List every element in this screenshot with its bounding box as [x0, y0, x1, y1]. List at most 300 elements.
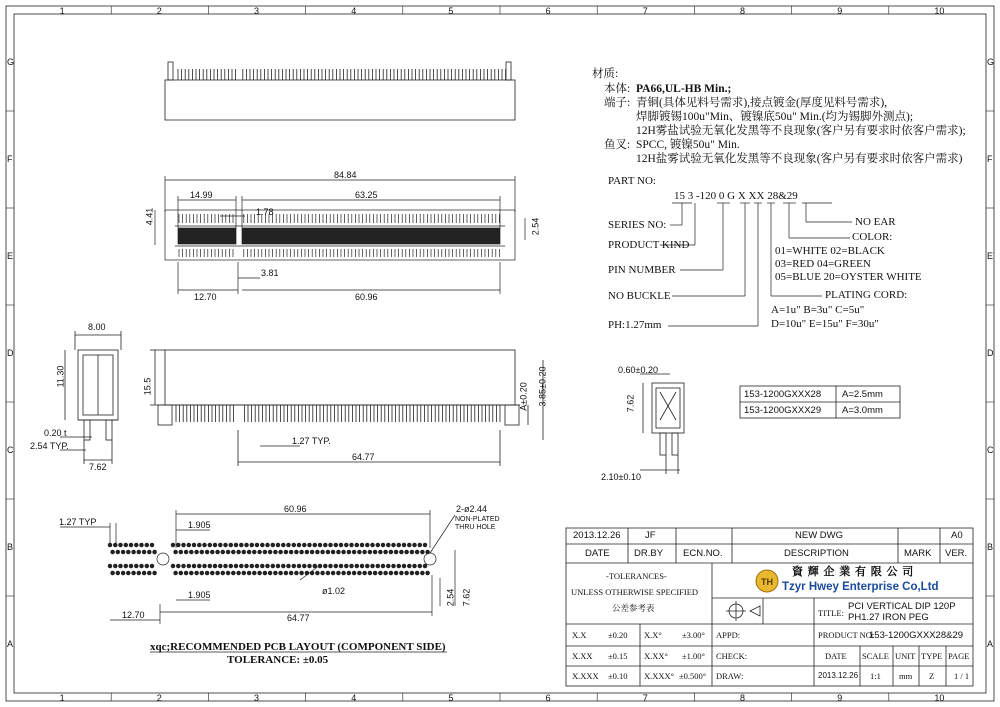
- pcb-pin-hole: [203, 543, 207, 547]
- column-label-bottom: 8: [740, 693, 746, 703]
- pcb-pin-hole: [184, 550, 188, 554]
- dim-pcb-hole-note2: THRU HOLE: [455, 524, 496, 531]
- pcb-pin-hole: [276, 543, 280, 547]
- dim-pcb-1270: 12.70: [122, 610, 145, 620]
- tb-tol-row2-c: X.XX°: [644, 651, 668, 661]
- pcb-pin-hole: [187, 564, 191, 568]
- pcb-pin-hole: [137, 550, 141, 554]
- pcb-pin-hole: [231, 550, 235, 554]
- pcb-pin-hole: [384, 571, 388, 575]
- front-view: [150, 350, 543, 466]
- pcb-pin-hole: [295, 550, 299, 554]
- dim-top-a: 14.99: [190, 190, 213, 200]
- tb-h-drby: DR.BY: [634, 548, 664, 559]
- pcb-pin-hole: [331, 550, 335, 554]
- tb-title-line2: PH1.27 IRON PEG: [848, 612, 929, 623]
- dim-top-381: 3.81: [261, 268, 279, 278]
- column-label-bottom: 1: [59, 693, 65, 703]
- pcb-pin-hole: [237, 550, 241, 554]
- pcb-pin-hole: [323, 543, 327, 547]
- pcb-pin-hole: [266, 543, 270, 547]
- pcb-pin-hole: [234, 543, 238, 547]
- pcb-pin-hole: [392, 564, 396, 568]
- pcb-pin-hole: [386, 543, 390, 547]
- pcb-pin-hole: [192, 543, 196, 547]
- tb-v-page: 1 / 1: [954, 671, 970, 681]
- pcb-pin-hole: [415, 550, 419, 554]
- pcb-pin-hole: [137, 571, 141, 575]
- pcb-pin-hole: [287, 543, 291, 547]
- row-label-right: G: [987, 56, 995, 67]
- tb-rev-date: 2013.12.26: [573, 530, 621, 541]
- pcb-pin-hole: [426, 571, 430, 575]
- tb-tol-row3-e: DRAW:: [716, 671, 744, 681]
- pcb-pin-hole: [242, 571, 246, 575]
- tb-tol-cn: 公差参考表: [612, 603, 655, 613]
- pcb-pin-hole: [350, 564, 354, 568]
- pcb-pin-hole: [376, 564, 380, 568]
- dim-pcb-254: 2.54: [445, 588, 456, 607]
- pcb-pin-hole: [379, 550, 383, 554]
- tb-tol-row1-a: X.X: [572, 630, 587, 640]
- row-label-left: E: [7, 250, 14, 261]
- pcb-pin-hole: [329, 543, 333, 547]
- pcb-caption: xqc;RECOMMENDED PCB LAYOUT (COMPONENT SIDE): [150, 641, 446, 653]
- company-logo: [756, 570, 778, 592]
- pcb-pin-hole: [205, 571, 209, 575]
- row-label-right: F: [987, 153, 993, 164]
- pcb-pin-hole: [342, 550, 346, 554]
- pcb-pin-hole: [134, 543, 138, 547]
- pcb-pin-hole: [250, 543, 254, 547]
- pcb-pin-hole: [316, 550, 320, 554]
- pcb-pin-hole: [347, 550, 351, 554]
- pcb-pin-hole: [358, 550, 362, 554]
- variant-row-1-part: 153-1200GXXX28: [744, 389, 822, 400]
- pcb-pin-hole: [195, 571, 199, 575]
- pcb-pin-hole: [237, 571, 241, 575]
- pcb-pin-hole: [305, 571, 309, 575]
- materials-terminal-label: 端子:: [604, 97, 631, 109]
- pcb-pin-hole: [182, 564, 186, 568]
- pcb-pin-hole: [182, 543, 186, 547]
- pcb-pin-hole: [142, 550, 146, 554]
- pcb-pin-hole: [302, 543, 306, 547]
- pcb-pin-hole: [284, 571, 288, 575]
- dim-top-height: 4.41: [144, 207, 155, 226]
- pcb-pin-hole: [208, 564, 212, 568]
- pcb-pin-hole: [297, 564, 301, 568]
- tb-tol-row1-c: X.X°: [644, 630, 662, 640]
- pcb-pin-hole: [376, 543, 380, 547]
- pcb-pin-hole: [189, 571, 193, 575]
- pcb-pin-hole: [302, 564, 306, 568]
- pcb-pin-hole: [279, 571, 283, 575]
- pcb-pin-hole: [415, 571, 419, 575]
- pcb-pin-hole: [334, 564, 338, 568]
- tb-company-cn: 資 輝 企 業 有 限 公 司: [792, 566, 915, 578]
- pcb-pin-hole: [239, 564, 243, 568]
- pcb-pin-hole: [124, 543, 128, 547]
- side-view: [60, 331, 121, 464]
- pcb-pin-hole: [292, 564, 296, 568]
- pcb-pin-hole: [187, 543, 191, 547]
- pcb-pin-hole: [392, 543, 396, 547]
- tb-tol-row2-e: CHECK:: [716, 651, 748, 661]
- pcb-pin-hole: [421, 550, 425, 554]
- variant-row-2-part: 153-1200GXXX29: [744, 405, 822, 416]
- tb-f-type: TYPE: [921, 651, 943, 661]
- pcb-pin-hole: [360, 543, 364, 547]
- variant-row-1-value: A=2.5mm: [842, 389, 883, 400]
- tb-h-date: DATE: [585, 548, 610, 559]
- pcb-pin-hole: [176, 564, 180, 568]
- pcb-pin-hole: [326, 571, 330, 575]
- pcb-pin-hole: [418, 564, 422, 568]
- part-color-line1: 01=WHITE 02=BLACK: [775, 245, 885, 257]
- dim-pcb-127: 1.27 TYP: [59, 517, 97, 527]
- column-label-top: 9: [837, 6, 843, 16]
- pcb-pin-hole: [171, 543, 175, 547]
- pcb-pin-hole: [344, 543, 348, 547]
- pcb-pin-hole: [142, 571, 146, 575]
- pcb-pin-hole: [339, 564, 343, 568]
- pcb-pin-hole: [250, 564, 254, 568]
- pcb-pin-hole: [140, 543, 144, 547]
- pcb-pin-hole: [355, 564, 359, 568]
- pcb-pin-hole: [350, 543, 354, 547]
- row-label-right: A: [987, 638, 994, 649]
- pcb-pin-hole: [226, 571, 230, 575]
- pcb-pin-hole: [334, 543, 338, 547]
- pcb-pin-hole: [213, 543, 217, 547]
- column-label-bottom: 4: [351, 693, 357, 703]
- pcb-pin-hole: [268, 550, 272, 554]
- pcb-pin-hole: [423, 543, 427, 547]
- pcb-pin-hole: [205, 550, 209, 554]
- pcb-pin-hole: [129, 564, 133, 568]
- column-label-top: 5: [448, 6, 454, 16]
- dim-side-height: 11.30: [55, 365, 66, 388]
- pcb-pin-hole: [245, 543, 249, 547]
- pcb-pin-hole: [252, 571, 256, 575]
- column-label-top: 7: [642, 6, 648, 16]
- plan-slot-a: [178, 228, 236, 244]
- tb-tol-row1-b: ±0.20: [608, 630, 628, 640]
- pcb-pin-hole: [116, 571, 120, 575]
- pcb-pin-hole: [216, 571, 220, 575]
- svg-text:TH: TH: [761, 577, 773, 587]
- pcb-pin-hole: [210, 550, 214, 554]
- pcb-pin-hole: [373, 550, 377, 554]
- plan-slot-b: [242, 228, 500, 244]
- pcb-pin-hole: [397, 543, 401, 547]
- pcb-pin-hole: [113, 564, 117, 568]
- pcb-pin-hole: [197, 564, 201, 568]
- row-label-left: C: [7, 444, 14, 455]
- pcb-pin-hole: [234, 564, 238, 568]
- tb-v-date: 2013.12.26: [818, 671, 859, 680]
- tb-tol-line: UNLESS OTHERWISE SPECIFIED: [571, 587, 699, 597]
- tb-pn-value: 153-1200GXXX28&29: [869, 630, 964, 641]
- row-label-right: D: [987, 347, 994, 358]
- pcb-pin-hole: [145, 543, 149, 547]
- dim-front-155: 15.5: [142, 377, 153, 396]
- pcb-pin-hole: [218, 564, 222, 568]
- part-plating-line2: D=10u" E=15u" F=30u": [771, 318, 879, 330]
- part-plating-line1: A=1u" B=3u" C=5u": [771, 304, 865, 316]
- pcb-pin-hole: [331, 571, 335, 575]
- tb-rev-ver: A0: [951, 530, 963, 541]
- column-label-bottom: 6: [545, 693, 551, 703]
- pcb-pin-hole: [347, 571, 351, 575]
- pcb-pin-hole: [405, 550, 409, 554]
- pcb-pin-hole: [389, 550, 393, 554]
- dim-side-762: 7.62: [89, 462, 107, 472]
- column-label-bottom: 2: [156, 693, 162, 703]
- pcb-pin-hole: [287, 564, 291, 568]
- pcb-pin-hole: [400, 571, 404, 575]
- pcb-pin-hole: [126, 550, 130, 554]
- dim-pcb-hole-note1: NON-PLATED: [455, 516, 500, 523]
- pcb-pin-hole: [258, 571, 262, 575]
- dim-top-6096: 60.96: [355, 292, 378, 302]
- pcb-pin-hole: [132, 571, 136, 575]
- pcb-pin-hole: [368, 550, 372, 554]
- tb-pn-label: PRODUCT NO:: [818, 630, 875, 640]
- column-label-top: 10: [934, 6, 945, 16]
- pcb-pin-hole: [274, 550, 278, 554]
- part-color-heading: COLOR:: [852, 231, 893, 243]
- row-label-right: C: [987, 444, 994, 455]
- pcb-pin-hole: [360, 564, 364, 568]
- dim-side-width: 8.00: [88, 322, 106, 332]
- pcb-pin-hole: [271, 564, 275, 568]
- pcb-pin-hole: [176, 543, 180, 547]
- pcb-pin-hole: [423, 564, 427, 568]
- pcb-tolerance: TOLERANCE: ±0.05: [227, 654, 329, 666]
- dim-pcb-762: 7.62: [461, 588, 472, 607]
- pcb-pin-hole: [189, 550, 193, 554]
- row-label-left: F: [7, 153, 13, 164]
- tb-tol-row1-e: APPD:: [716, 630, 741, 640]
- pcb-pin-hole: [363, 571, 367, 575]
- dim-top-b: 63.25: [355, 190, 378, 200]
- pcb-pin-hole: [247, 550, 251, 554]
- pcb-pin-hole: [221, 571, 225, 575]
- dim-pcb-hole: 2-ø2.44: [456, 504, 488, 514]
- tb-tol-row1-d: ±3.00°: [682, 630, 705, 640]
- pcb-pin-hole: [263, 550, 267, 554]
- part-no-ear-label: NO EAR: [855, 216, 896, 228]
- pcb-pin-hole: [379, 571, 383, 575]
- materials-fork-line1: SPCC, 镀镍50u" Min.: [636, 139, 740, 151]
- pcb-pin-hole: [119, 564, 123, 568]
- part-color-line3: 05=BLUE 20=OYSTER WHITE: [775, 271, 922, 283]
- pcb-pin-hole: [224, 564, 228, 568]
- dim-side-020: 0.20 t: [44, 428, 67, 438]
- pcb-pin-hole: [260, 543, 264, 547]
- pcb-pin-hole: [203, 564, 207, 568]
- pcb-pin-hole: [184, 571, 188, 575]
- pcb-pin-hole: [358, 571, 362, 575]
- pcb-pin-hole: [174, 571, 178, 575]
- pcb-pin-hole: [271, 543, 275, 547]
- column-label-top: 3: [254, 6, 260, 16]
- pcb-pin-hole: [239, 543, 243, 547]
- dim-top-pitch: 1.78: [256, 207, 274, 217]
- tb-h-desc: DESCRIPTION: [784, 548, 849, 559]
- pcb-pin-hole: [368, 571, 372, 575]
- pcb-pin-hole: [313, 543, 317, 547]
- pcb-pin-hole: [268, 571, 272, 575]
- tb-tol-row3-d: ±0.500°: [679, 671, 707, 681]
- pcb-pin-hole: [126, 571, 130, 575]
- pcb-pin-hole: [145, 564, 149, 568]
- row-label-left: G: [7, 56, 15, 67]
- pcb-pin-hole: [150, 543, 154, 547]
- pcb-pin-hole: [410, 550, 414, 554]
- pcb-pin-hole: [289, 571, 293, 575]
- pcb-pin-hole: [313, 564, 317, 568]
- pcb-pin-hole: [326, 550, 330, 554]
- pcb-pin-hole: [337, 550, 341, 554]
- pcb-pin-hole: [321, 550, 325, 554]
- pcb-pin-hole: [310, 550, 314, 554]
- pcb-pin-hole: [308, 564, 312, 568]
- part-no-heading: PART NO:: [608, 175, 656, 187]
- pcb-pin-hole: [111, 571, 115, 575]
- pcb-pin-hole: [111, 550, 115, 554]
- pcb-pin-hole: [229, 543, 233, 547]
- pcb-pin-hole: [371, 564, 375, 568]
- column-label-top: 4: [351, 6, 357, 16]
- pcb-pin-hole: [108, 564, 112, 568]
- pcb-pin-hole: [252, 550, 256, 554]
- pcb-pin-hole: [147, 571, 151, 575]
- pcb-pin-hole: [421, 571, 425, 575]
- pcb-pin-hole: [226, 550, 230, 554]
- tb-tol-row3-a: X.XXX: [572, 671, 599, 681]
- materials-terminal-line2: 焊脚镀锡100u"Min、镀镍底50u" Min.(均为锡脚外测点);: [636, 111, 914, 123]
- pcb-pin-hole: [371, 543, 375, 547]
- pcb-pin-hole: [308, 543, 312, 547]
- dim-pcb-1905b: 1.905: [188, 590, 211, 600]
- dim-front-6477: 64.77: [352, 452, 375, 462]
- part-product-kind-label: PRODUCT KIND: [608, 239, 690, 251]
- tb-tol-row3-b: ±0.10: [608, 671, 628, 681]
- pcb-pin-hole: [258, 550, 262, 554]
- pcb-pin-hole: [281, 543, 285, 547]
- pcb-pin-hole: [124, 564, 128, 568]
- dim-pcb-pin: ø1.02: [322, 586, 346, 596]
- pcb-pin-hole: [150, 564, 154, 568]
- dim-front-385: 3.85±0.20: [537, 366, 548, 407]
- column-label-top: 1: [59, 6, 65, 16]
- pcb-pin-hole: [208, 543, 212, 547]
- pcb-pin-hole: [224, 543, 228, 547]
- tb-v-scale: 1:1: [870, 671, 881, 681]
- pcb-pin-hole: [300, 571, 304, 575]
- part-pin-number-label: PIN NUMBER: [608, 264, 676, 276]
- pcb-pin-hole: [129, 543, 133, 547]
- part-pitch-label: PH:1.27mm: [608, 319, 662, 331]
- dim-pcb-1905a: 1.905: [188, 520, 211, 530]
- tb-f-date: DATE: [825, 651, 847, 661]
- pcb-pin-hole: [255, 543, 259, 547]
- pcb-pin-hole: [242, 550, 246, 554]
- pcb-pin-hole: [147, 550, 151, 554]
- pcb-layout: [60, 510, 455, 624]
- dim-side-254: 2.54 TYP.: [30, 441, 69, 451]
- row-label-left: A: [7, 638, 14, 649]
- column-label-top: 6: [545, 6, 551, 16]
- dim-top-right: 2.54: [530, 217, 541, 236]
- pcb-pin-hole: [297, 543, 301, 547]
- column-label-bottom: 7: [642, 693, 648, 703]
- pcb-pin-hole: [402, 564, 406, 568]
- pcb-pin-hole: [344, 564, 348, 568]
- pcb-pin-hole: [213, 564, 217, 568]
- pcb-pin-hole: [355, 543, 359, 547]
- pcb-pin-hole: [216, 550, 220, 554]
- pcb-pin-hole: [339, 543, 343, 547]
- pcb-pin-hole: [276, 564, 280, 568]
- pcb-pin-hole: [407, 564, 411, 568]
- pcb-pin-hole: [245, 564, 249, 568]
- pcb-pin-hole: [352, 550, 356, 554]
- pcb-pin-hole: [289, 550, 293, 554]
- tb-tol-heading: -TOLERANCES-: [606, 571, 667, 581]
- column-label-bottom: 9: [837, 693, 843, 703]
- pcb-pin-hole: [263, 571, 267, 575]
- pcb-pin-hole: [305, 550, 309, 554]
- row-label-left: B: [7, 541, 14, 552]
- tb-rev-by: JF: [645, 530, 656, 541]
- materials-body-value: PA66,UL-HB Min.;: [636, 83, 732, 95]
- pcb-pin-hole: [316, 571, 320, 575]
- pcb-pin-hole: [410, 571, 414, 575]
- pcb-pin-hole: [365, 564, 369, 568]
- pcb-pin-hole: [260, 564, 264, 568]
- materials-fork-line2: 12H盐雾试验无氧化发黑等不良现象(客户另有要求时依客户需求): [636, 153, 963, 165]
- pcb-pin-hole: [255, 564, 259, 568]
- pcb-pin-hole: [318, 543, 322, 547]
- pcb-pin-hole: [134, 564, 138, 568]
- pcb-pin-hole: [418, 543, 422, 547]
- pcb-pin-hole: [153, 550, 157, 554]
- dim-detail-762: 7.62: [625, 394, 636, 413]
- pcb-pin-hole: [295, 571, 299, 575]
- row-label-left: D: [7, 347, 14, 358]
- part-no-code: 15 3 -120 0 G X XX 28&29: [674, 190, 798, 202]
- pcb-pin-hole: [365, 543, 369, 547]
- part-no-buckle-label: NO BUCKLE: [608, 290, 671, 302]
- tb-v-unit: mm: [899, 671, 913, 681]
- pcb-pin-hole: [218, 543, 222, 547]
- pcb-pin-hole: [121, 550, 125, 554]
- dim-pcb-6096: 60.96: [284, 504, 307, 514]
- pcb-pin-hole: [407, 543, 411, 547]
- part-color-line2: 03=RED 04=GREEN: [775, 258, 871, 270]
- pcb-pin-hole: [413, 564, 417, 568]
- pcb-pin-hole: [389, 571, 393, 575]
- pcb-pin-hole: [373, 571, 377, 575]
- column-label-bottom: 3: [254, 693, 260, 703]
- materials-heading: 材质:: [592, 68, 619, 80]
- pcb-pin-hole: [140, 564, 144, 568]
- pcb-pin-hole: [113, 543, 117, 547]
